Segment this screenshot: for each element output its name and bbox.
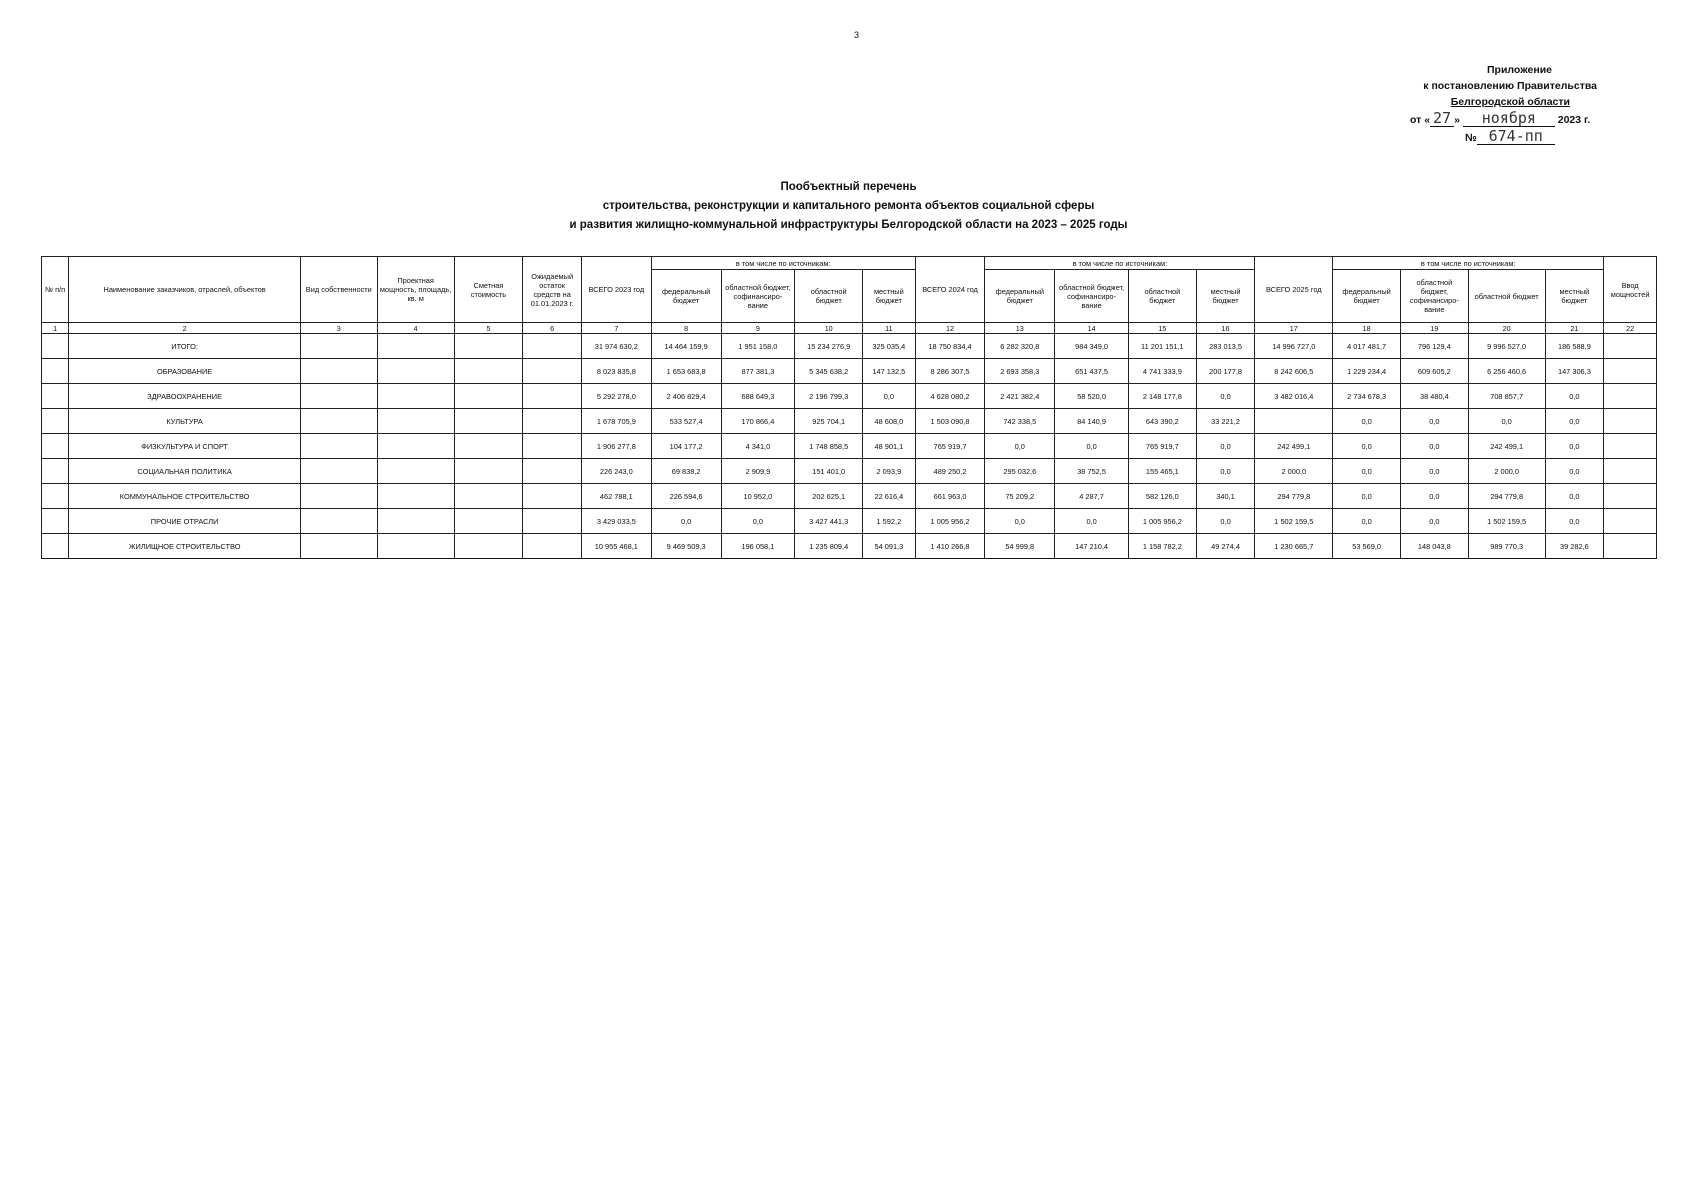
page-number: 3 xyxy=(854,30,860,40)
row-name-cell: ФИЗКУЛЬТУРА И СПОРТ xyxy=(69,434,301,459)
header-federal-2025: федеральный бюджет xyxy=(1333,270,1401,323)
value-cell: 242 499,1 xyxy=(1255,434,1333,459)
value-cell: 0,0 xyxy=(1333,509,1401,534)
value-cell: 1 230 665,7 xyxy=(1255,534,1333,559)
value-cell: 4 017 481,7 xyxy=(1333,334,1401,359)
table-row xyxy=(42,484,1657,509)
value-cell: 661 963,0 xyxy=(915,484,985,509)
empty-cell xyxy=(454,434,523,459)
value-cell: 1 229 234,4 xyxy=(1333,359,1401,384)
value-cell: 0,0 xyxy=(1333,409,1401,434)
empty-cell xyxy=(454,409,523,434)
row-number-cell xyxy=(42,509,69,534)
empty-cell xyxy=(300,409,377,434)
row-name-cell: ПРОЧИЕ ОТРАСЛИ xyxy=(69,509,301,534)
value-cell: 48 608,0 xyxy=(863,409,916,434)
value-cell: 1 653 683,8 xyxy=(651,359,721,384)
value-cell: 1 005 956,2 xyxy=(1128,509,1196,534)
header-sources-2023: в том числе по источникам: xyxy=(651,257,915,270)
empty-cell xyxy=(523,509,582,534)
column-number-cell: 14 xyxy=(1055,323,1129,334)
table-row xyxy=(42,359,1657,384)
value-cell: 688 649,3 xyxy=(721,384,795,409)
value-cell: 2 196 799,3 xyxy=(795,384,863,409)
value-cell: 643 390,2 xyxy=(1128,409,1196,434)
value-cell: 69 838,2 xyxy=(651,459,721,484)
value-cell: 1 410 266,8 xyxy=(915,534,985,559)
value-cell: 609 605,2 xyxy=(1400,359,1468,384)
value-cell: 877 381,3 xyxy=(721,359,795,384)
value-cell: 651 437,5 xyxy=(1055,359,1129,384)
value-cell: 1 592,2 xyxy=(863,509,916,534)
header-local-2023: местный бюджет xyxy=(863,270,916,323)
empty-cell xyxy=(300,534,377,559)
value-cell: 0,0 xyxy=(863,384,916,409)
value-cell: 0,0 xyxy=(985,509,1055,534)
table-row xyxy=(42,509,1657,534)
document-title xyxy=(0,178,1697,235)
commission-cell xyxy=(1604,334,1657,359)
header-ownership: Вид собственности xyxy=(300,257,377,323)
value-cell: 104 177,2 xyxy=(651,434,721,459)
column-number-cell: 20 xyxy=(1468,323,1545,334)
value-cell: 295 032,6 xyxy=(985,459,1055,484)
value-cell: 6 256 460,6 xyxy=(1468,359,1545,384)
approval-date-month: ноября xyxy=(1463,110,1555,127)
value-cell: 14 464 159,9 xyxy=(651,334,721,359)
value-cell: 226 594,6 xyxy=(651,484,721,509)
document-title-line-2: строительства, реконструкции и капитального ремонта объектов социальной сферы xyxy=(602,200,1095,212)
commission-cell xyxy=(1604,409,1657,434)
empty-cell xyxy=(523,534,582,559)
column-number-cell: 3 xyxy=(300,323,377,334)
row-number-cell xyxy=(42,359,69,384)
empty-cell xyxy=(300,384,377,409)
value-cell: 0,0 xyxy=(1196,509,1255,534)
value-cell: 2 406 829,4 xyxy=(651,384,721,409)
document-title-line-3: и развития жилищно-коммунальной инфраструктуры Белгородской области на 2023 – 2025 годы xyxy=(569,219,1128,231)
value-cell: 2 148 177,8 xyxy=(1128,384,1196,409)
value-cell: 533 527,4 xyxy=(651,409,721,434)
column-number-cell: 5 xyxy=(454,323,523,334)
empty-cell xyxy=(454,384,523,409)
header-regional-2023: областной бюджет xyxy=(795,270,863,323)
header-regional-2024: областной бюджет xyxy=(1128,270,1196,323)
value-cell: 147 210,4 xyxy=(1055,534,1129,559)
approval-date-mid: » xyxy=(1454,114,1460,126)
row-number-cell xyxy=(42,409,69,434)
value-cell: 53 569,0 xyxy=(1333,534,1401,559)
value-cell: 0,0 xyxy=(1545,384,1604,409)
row-number-cell xyxy=(42,484,69,509)
header-total-2023: ВСЕГО 2023 год xyxy=(581,257,651,323)
row-name-cell: ИТОГО: xyxy=(69,334,301,359)
approval-number-prefix: № xyxy=(1465,132,1477,144)
value-cell: 984 349,0 xyxy=(1055,334,1129,359)
column-number-cell: 13 xyxy=(985,323,1055,334)
empty-cell xyxy=(300,359,377,384)
value-cell: 155 465,1 xyxy=(1128,459,1196,484)
value-cell: 5 345 638,2 xyxy=(795,359,863,384)
column-number-cell: 17 xyxy=(1255,323,1333,334)
column-number-cell: 10 xyxy=(795,323,863,334)
value-cell: 4 341,0 xyxy=(721,434,795,459)
value-cell: 226 243,0 xyxy=(581,459,651,484)
value-cell: 3 429 033,5 xyxy=(581,509,651,534)
value-cell: 0,0 xyxy=(1196,434,1255,459)
value-cell: 8 023 835,8 xyxy=(581,359,651,384)
value-cell: 325 035,4 xyxy=(863,334,916,359)
value-cell: 54 091,3 xyxy=(863,534,916,559)
value-cell: 196 058,1 xyxy=(721,534,795,559)
value-cell: 8 286 307,5 xyxy=(915,359,985,384)
empty-cell xyxy=(523,434,582,459)
empty-cell xyxy=(454,509,523,534)
column-number-cell: 12 xyxy=(915,323,985,334)
row-name-cell: ЖИЛИЩНОЕ СТРОИТЕЛЬСТВО xyxy=(69,534,301,559)
approval-date-prefix: от « xyxy=(1410,114,1431,126)
row-name-cell: ОБРАЗОВАНИЕ xyxy=(69,359,301,384)
objects-table-body xyxy=(42,323,1657,559)
empty-cell xyxy=(454,459,523,484)
value-cell: 2 421 382,4 xyxy=(985,384,1055,409)
value-cell xyxy=(1255,409,1333,434)
value-cell: 340,1 xyxy=(1196,484,1255,509)
value-cell: 0,0 xyxy=(1400,434,1468,459)
value-cell: 38 752,5 xyxy=(1055,459,1129,484)
column-number-cell: 22 xyxy=(1604,323,1657,334)
commission-cell xyxy=(1604,509,1657,534)
approval-date-year: 2023 г. xyxy=(1557,114,1591,126)
empty-cell xyxy=(523,484,582,509)
value-cell: 10 952,0 xyxy=(721,484,795,509)
header-federal-2023: федеральный бюджет xyxy=(651,270,721,323)
value-cell: 1 005 956,2 xyxy=(915,509,985,534)
value-cell: 742 338,5 xyxy=(985,409,1055,434)
value-cell: 1 502 159,5 xyxy=(1468,509,1545,534)
value-cell: 147 306,3 xyxy=(1545,359,1604,384)
value-cell: 14 996 727,0 xyxy=(1255,334,1333,359)
empty-cell xyxy=(523,384,582,409)
empty-cell xyxy=(300,459,377,484)
value-cell: 15 234 276,9 xyxy=(795,334,863,359)
approval-date-day: 27 xyxy=(1430,110,1454,127)
empty-cell xyxy=(377,359,454,384)
value-cell: 0,0 xyxy=(651,509,721,534)
header-sources-2024: в том числе по источникам: xyxy=(985,257,1255,270)
value-cell: 0,0 xyxy=(1468,409,1545,434)
value-cell: 39 282,6 xyxy=(1545,534,1604,559)
value-cell: 4 628 080,2 xyxy=(915,384,985,409)
column-number-cell: 9 xyxy=(721,323,795,334)
value-cell: 151 401,0 xyxy=(795,459,863,484)
document-title-line-1: Пообъектный перечень xyxy=(780,181,917,193)
value-cell: 0,0 xyxy=(1055,509,1129,534)
empty-cell xyxy=(454,534,523,559)
value-cell: 54 999,8 xyxy=(985,534,1055,559)
empty-cell xyxy=(300,334,377,359)
empty-cell xyxy=(454,484,523,509)
table-row xyxy=(42,434,1657,459)
header-remaining: Ожидаемый остаток средств на 01.01.2023 г. xyxy=(523,257,582,323)
value-cell: 0,0 xyxy=(1055,434,1129,459)
header-estimate: Сметная стоимость xyxy=(454,257,523,323)
empty-cell xyxy=(377,434,454,459)
value-cell: 0,0 xyxy=(1545,434,1604,459)
approval-number xyxy=(1390,128,1610,146)
commission-cell xyxy=(1604,434,1657,459)
column-number-cell: 1 xyxy=(42,323,69,334)
value-cell: 0,0 xyxy=(1333,434,1401,459)
header-regional-2025: областной бюджет xyxy=(1468,270,1545,323)
value-cell: 18 750 834,4 xyxy=(915,334,985,359)
value-cell: 582 126,0 xyxy=(1128,484,1196,509)
approval-number-value: 674-пп xyxy=(1477,128,1555,145)
header-local-2025: местный бюджет xyxy=(1545,270,1604,323)
value-cell: 5 292 278,0 xyxy=(581,384,651,409)
value-cell: 0,0 xyxy=(1545,484,1604,509)
value-cell: 283 013,5 xyxy=(1196,334,1255,359)
value-cell: 796 129,4 xyxy=(1400,334,1468,359)
header-total-2024: ВСЕГО 2024 год xyxy=(915,257,985,323)
value-cell: 0,0 xyxy=(1196,459,1255,484)
approval-line-appendix: Приложение xyxy=(1486,64,1552,76)
table-row xyxy=(42,334,1657,359)
empty-cell xyxy=(523,409,582,434)
value-cell: 31 974 630,2 xyxy=(581,334,651,359)
value-cell: 0,0 xyxy=(1545,409,1604,434)
value-cell: 1 951 158,0 xyxy=(721,334,795,359)
empty-cell xyxy=(377,409,454,434)
value-cell: 9 469 509,3 xyxy=(651,534,721,559)
column-number-cell: 15 xyxy=(1128,323,1196,334)
value-cell: 186 588,9 xyxy=(1545,334,1604,359)
column-number-cell: 11 xyxy=(863,323,916,334)
value-cell: 0,0 xyxy=(1545,459,1604,484)
value-cell: 0,0 xyxy=(1400,509,1468,534)
value-cell: 2 909,9 xyxy=(721,459,795,484)
row-name-cell: КУЛЬТУРА xyxy=(69,409,301,434)
value-cell: 1 235 809,4 xyxy=(795,534,863,559)
value-cell: 1 503 090,8 xyxy=(915,409,985,434)
value-cell: 48 901,1 xyxy=(863,434,916,459)
empty-cell xyxy=(377,534,454,559)
value-cell: 0,0 xyxy=(1196,384,1255,409)
empty-cell xyxy=(377,509,454,534)
value-cell: 2 693 358,3 xyxy=(985,359,1055,384)
value-cell: 989 770,3 xyxy=(1468,534,1545,559)
approval-line-resolution: к постановлению Правительства xyxy=(1423,80,1597,92)
column-number-cell: 18 xyxy=(1333,323,1401,334)
value-cell: 33 221,2 xyxy=(1196,409,1255,434)
header-sources-2025: в том числе по источникам: xyxy=(1333,257,1604,270)
value-cell: 708 857,7 xyxy=(1468,384,1545,409)
value-cell: 0,0 xyxy=(1545,509,1604,534)
value-cell: 75 209,2 xyxy=(985,484,1055,509)
value-cell: 0,0 xyxy=(1400,459,1468,484)
commission-cell xyxy=(1604,384,1657,409)
approval-line-region: Белгородской области xyxy=(1450,96,1570,108)
table-row xyxy=(42,384,1657,409)
column-number-cell: 19 xyxy=(1400,323,1468,334)
empty-cell xyxy=(454,334,523,359)
column-number-cell: 6 xyxy=(523,323,582,334)
value-cell: 294 779,8 xyxy=(1255,484,1333,509)
value-cell: 1 502 159,5 xyxy=(1255,509,1333,534)
row-number-cell xyxy=(42,434,69,459)
empty-cell xyxy=(523,334,582,359)
header-capacity: Проектная мощность, площадь, кв. м xyxy=(377,257,454,323)
value-cell: 170 866,4 xyxy=(721,409,795,434)
table-row xyxy=(42,459,1657,484)
value-cell: 2 000,0 xyxy=(1255,459,1333,484)
value-cell: 147 132,5 xyxy=(863,359,916,384)
value-cell: 0,0 xyxy=(1400,409,1468,434)
value-cell: 765 919,7 xyxy=(1128,434,1196,459)
row-number-cell xyxy=(42,459,69,484)
empty-cell xyxy=(377,484,454,509)
value-cell: 1 158 782,2 xyxy=(1128,534,1196,559)
value-cell: 9 996 527,0 xyxy=(1468,334,1545,359)
column-number-cell: 8 xyxy=(651,323,721,334)
value-cell: 84 140,9 xyxy=(1055,409,1129,434)
empty-cell xyxy=(300,484,377,509)
commission-cell xyxy=(1604,359,1657,384)
value-cell: 22 616,4 xyxy=(863,484,916,509)
value-cell: 11 201 151,1 xyxy=(1128,334,1196,359)
value-cell: 202 625,1 xyxy=(795,484,863,509)
value-cell: 1 678 705,9 xyxy=(581,409,651,434)
column-number-cell: 2 xyxy=(69,323,301,334)
column-number-cell: 7 xyxy=(581,323,651,334)
header-cofin-2024: областной бюджет, софинансиро-вание xyxy=(1055,270,1129,323)
header-total-2025: ВСЕГО 2025 год xyxy=(1255,257,1333,323)
header-commission: Ввод мощностей xyxy=(1604,257,1657,323)
value-cell: 242 499,1 xyxy=(1468,434,1545,459)
value-cell: 38 480,4 xyxy=(1400,384,1468,409)
value-cell: 489 250,2 xyxy=(915,459,985,484)
value-cell: 148 043,8 xyxy=(1400,534,1468,559)
empty-cell xyxy=(377,334,454,359)
value-cell: 2 000,0 xyxy=(1468,459,1545,484)
column-number-cell: 21 xyxy=(1545,323,1604,334)
value-cell: 6 282 320,8 xyxy=(985,334,1055,359)
commission-cell xyxy=(1604,484,1657,509)
row-number-cell xyxy=(42,534,69,559)
value-cell: 0,0 xyxy=(985,434,1055,459)
header-row-top xyxy=(42,257,1657,270)
empty-cell xyxy=(523,459,582,484)
value-cell: 462 788,1 xyxy=(581,484,651,509)
value-cell: 58 520,0 xyxy=(1055,384,1129,409)
value-cell: 10 955 468,1 xyxy=(581,534,651,559)
table-row xyxy=(42,534,1657,559)
value-cell: 1 748 858,5 xyxy=(795,434,863,459)
value-cell: 0,0 xyxy=(1333,484,1401,509)
value-cell: 3 427 441,3 xyxy=(795,509,863,534)
objects-table xyxy=(41,256,1657,559)
value-cell: 4 287,7 xyxy=(1055,484,1129,509)
row-name-cell: ЗДРАВООХРАНЕНИЕ xyxy=(69,384,301,409)
value-cell: 925 704,1 xyxy=(795,409,863,434)
row-name-cell: СОЦИАЛЬНАЯ ПОЛИТИКА xyxy=(69,459,301,484)
table-row xyxy=(42,409,1657,434)
header-name: Наименование заказчиков, отраслей, объектов xyxy=(69,257,301,323)
value-cell: 1 906 277,8 xyxy=(581,434,651,459)
value-cell: 0,0 xyxy=(1333,459,1401,484)
value-cell: 0,0 xyxy=(1400,484,1468,509)
header-local-2024: местный бюджет xyxy=(1196,270,1255,323)
value-cell: 200 177,8 xyxy=(1196,359,1255,384)
approval-date xyxy=(1390,110,1610,128)
value-cell: 2 093,9 xyxy=(863,459,916,484)
value-cell: 4 741 333,9 xyxy=(1128,359,1196,384)
row-name-cell: КОММУНАЛЬНОЕ СТРОИТЕЛЬСТВО xyxy=(69,484,301,509)
commission-cell xyxy=(1604,459,1657,484)
value-cell: 765 919,7 xyxy=(915,434,985,459)
value-cell: 8 242 606,5 xyxy=(1255,359,1333,384)
value-cell: 2 734 678,3 xyxy=(1333,384,1401,409)
header-cofin-2023: областной бюджет, софинансиро-вание xyxy=(721,270,795,323)
header-num: № п/п xyxy=(42,257,69,323)
empty-cell xyxy=(300,434,377,459)
column-number-cell: 16 xyxy=(1196,323,1255,334)
column-number-cell: 4 xyxy=(377,323,454,334)
empty-cell xyxy=(377,459,454,484)
empty-cell xyxy=(523,359,582,384)
value-cell: 49 274,4 xyxy=(1196,534,1255,559)
value-cell: 0,0 xyxy=(721,509,795,534)
column-number-row xyxy=(42,323,1657,334)
commission-cell xyxy=(1604,534,1657,559)
row-number-cell xyxy=(42,384,69,409)
row-number-cell xyxy=(42,334,69,359)
header-federal-2024: федеральный бюджет xyxy=(985,270,1055,323)
empty-cell xyxy=(377,384,454,409)
empty-cell xyxy=(454,359,523,384)
approval-stamp xyxy=(1390,62,1610,146)
empty-cell xyxy=(300,509,377,534)
header-cofin-2025: областной бюджет, софинансиро-вание xyxy=(1400,270,1468,323)
value-cell: 294 779,8 xyxy=(1468,484,1545,509)
value-cell: 3 482 016,4 xyxy=(1255,384,1333,409)
